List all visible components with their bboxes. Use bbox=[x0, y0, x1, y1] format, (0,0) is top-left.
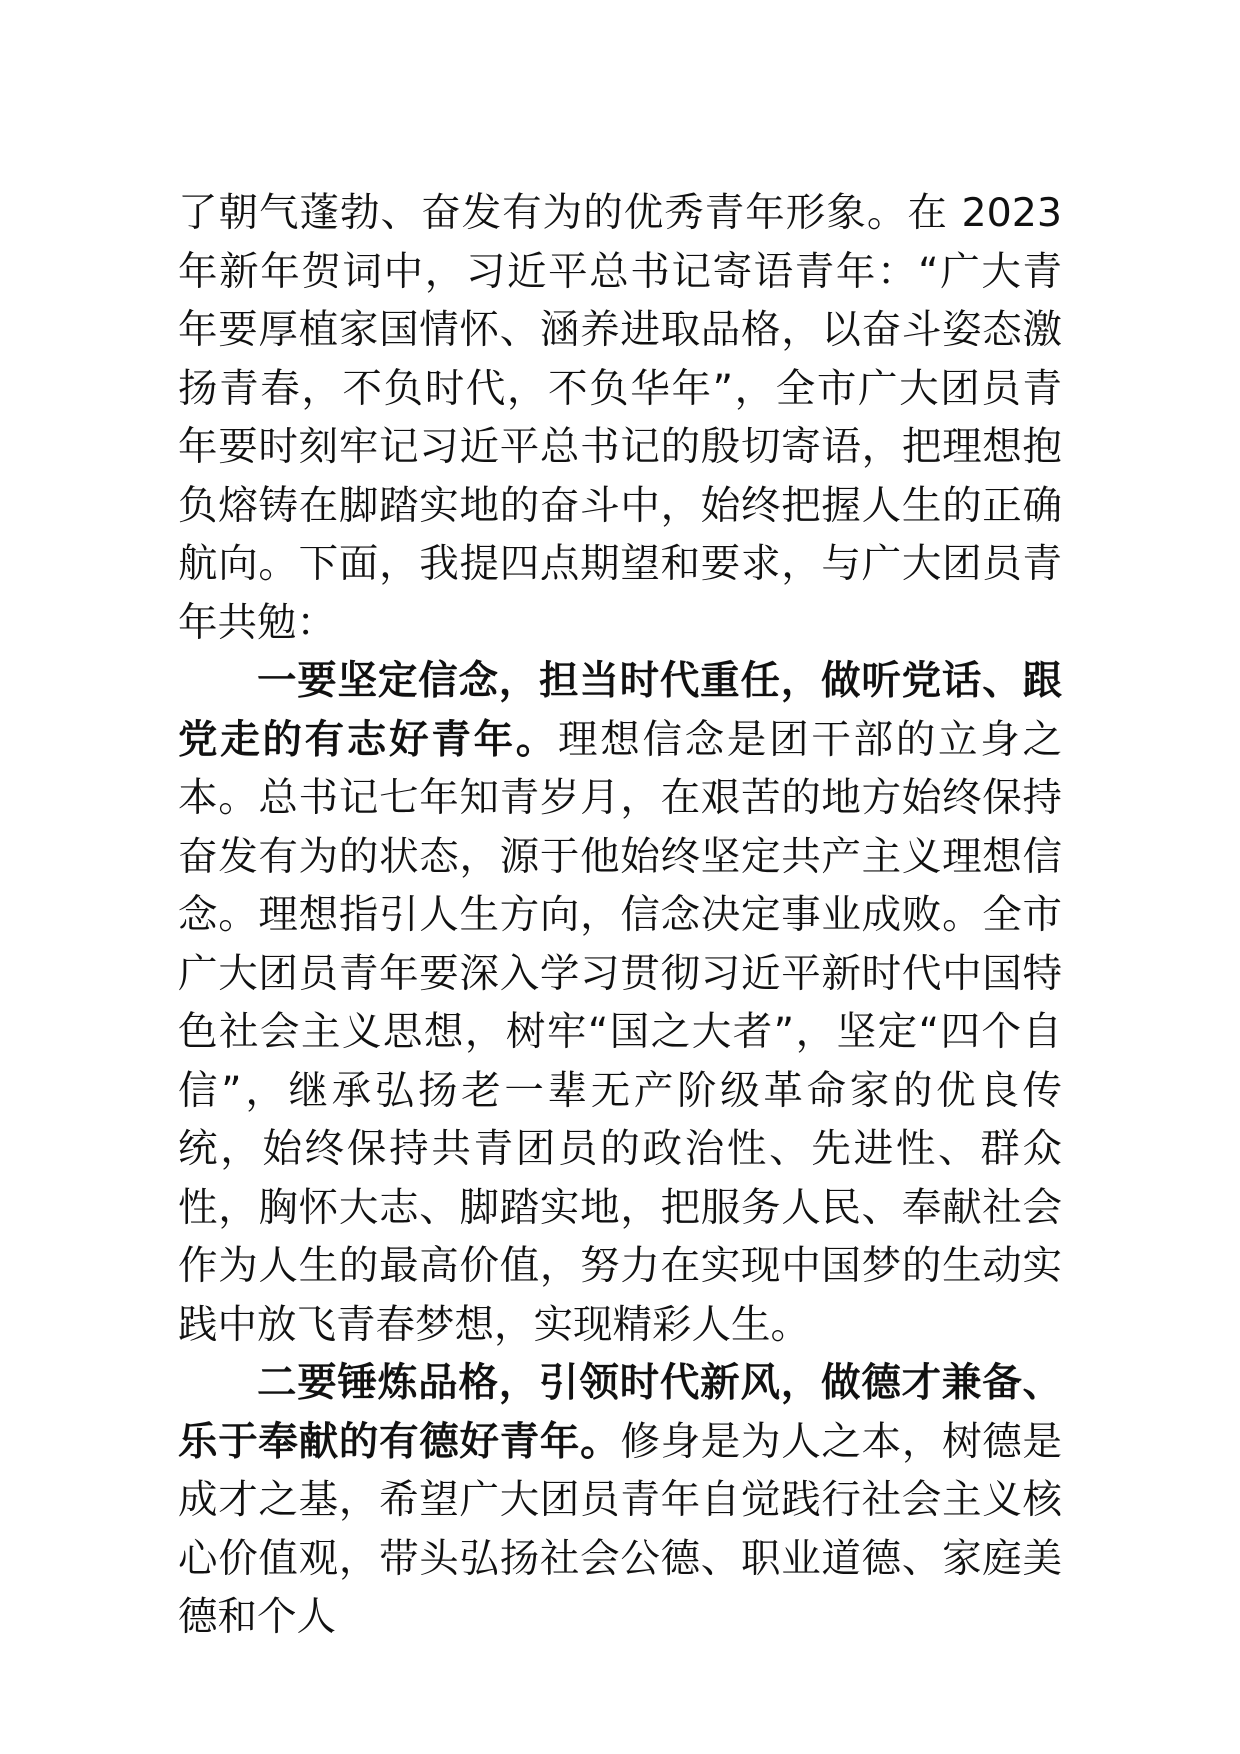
paragraph-body: 了朝气蓬勃、奋发有为的优秀青年形象。在 2023 年新年贺词中，习近平总书记寄语青年：“广大青年要厚植家国情怀、涵养进取品格，以奋斗姿态激扬青春，不负时代，不负华年”，全市广大团员青年要时刻牢记习近平总书记的殷切寄语，把理想抱负熔铸在脚踏实地的奋斗中，始终把握人生的正确航向。下面，我提四点期望和要求，与广大团员青年共勉： bbox=[178, 190, 1062, 646]
paragraph-body: 修身是为人之本，树德是成才之基，希望广大团员青年自觉践行社会主义核心价值观，带头弘扬社会公德、职业道德、家庭美德和个人 bbox=[178, 1418, 1063, 1640]
paragraph-point-two bbox=[178, 1354, 1062, 1647]
paragraph-lead-heading: 一要坚定信念，担当时代重任，做听党话、跟党走的有志好青年。 bbox=[178, 658, 1062, 763]
body-text bbox=[178, 184, 1062, 1647]
paragraph-body: 理想信念是团干部的立身之本。总书记七年知青岁月，在艰苦的地方始终保持奋发有为的状态，源于他始终坚定共产主义理想信念。理想指引人生方向，信念决定事业成败。全市广大团员青年要深入学习贯彻习近平新时代中国特色社会主义思想，树牢“国之大者”，坚定“四个自信”，继承弘扬老一辈无产阶级革命家的优良传统，始终保持共青团员的政治性、先进性、群众性，胸怀大志、脚踏实地，把服务人民、奉献社会作为人生的最高价值，努力在实现中国梦的生动实践中放飞青春梦想，实现精彩人生。 bbox=[178, 716, 1063, 1348]
paragraph-lead-heading: 二要锤炼品格，引领时代新风，做德才兼备、乐于奉献的有德好青年。 bbox=[178, 1360, 1062, 1465]
paragraph-intro-continuation bbox=[178, 184, 1062, 652]
paragraph-point-one bbox=[178, 652, 1062, 1354]
